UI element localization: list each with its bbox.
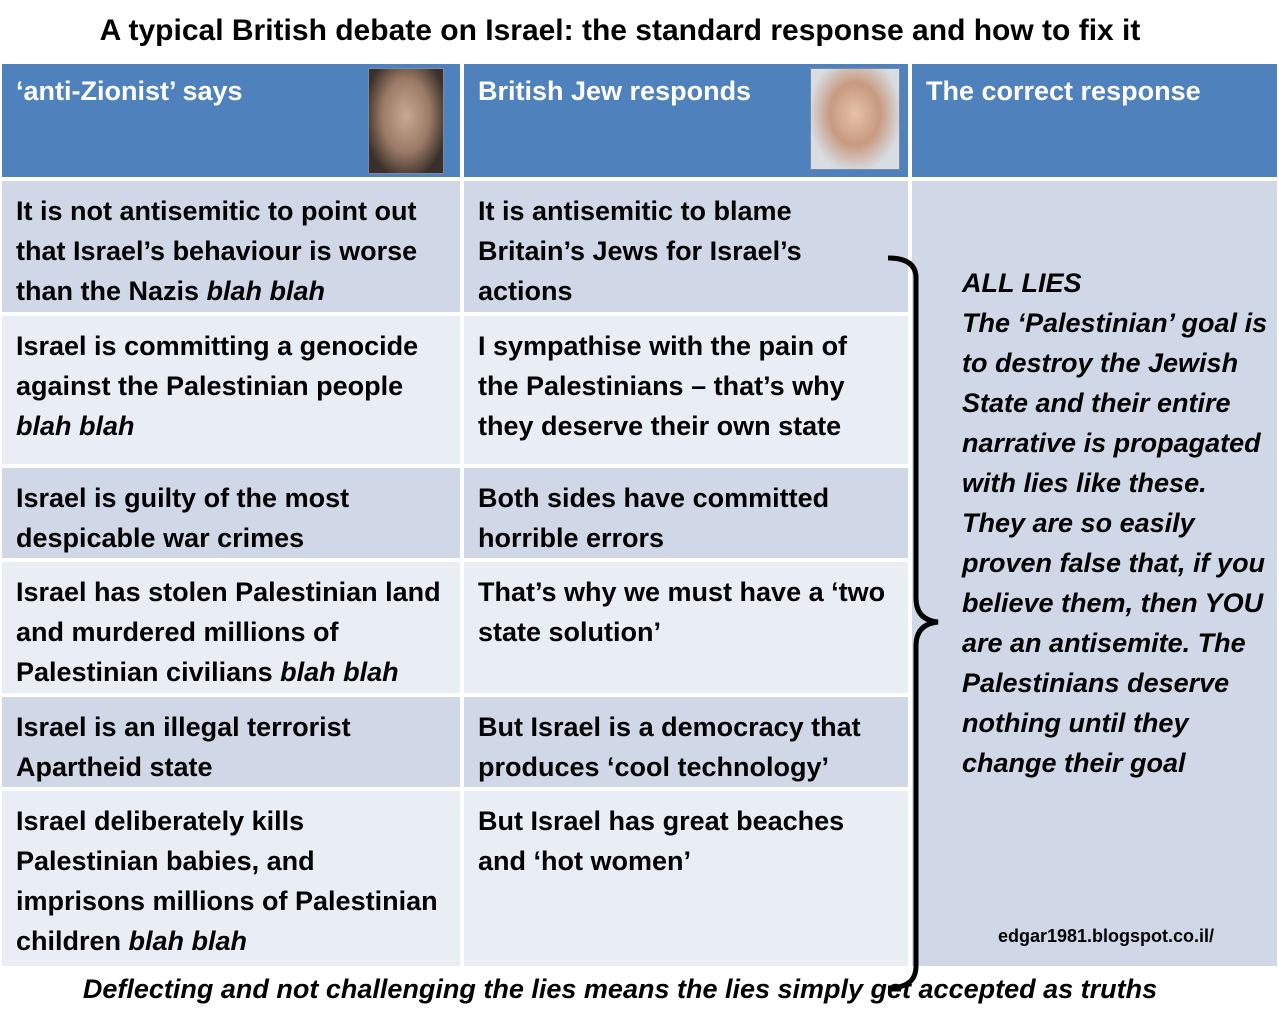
page-title: A typical British debate on Israel: the standard response and how to fix it [99,14,1141,47]
correct-response-text [962,263,1274,783]
row-4-says-emphasis: blah blah [280,657,399,687]
row-2-says-text: Israel is committing a genocide against the Palestinian people [16,331,419,401]
row-6-says-text: Israel deliberately kills Palestinian babies, and imprisons millions of Palestinian children [16,806,438,956]
anti-zionist-photo [368,68,444,174]
header-british-jew-label: British Jew responds [478,76,752,106]
curly-brace-icon [886,254,946,994]
correct-response-body: The ‘Palestinian’ goal is to destroy the Jewish State and their entire narrative is propagated with lies like these. They are so easily proven false that, if you believe them, then YOU are an antisemite. The Palestinians deserve nothing until they change their goal [962,308,1268,778]
row-2-says [2,316,460,464]
row-1-responds: It is antisemitic to blame Britain’s Jews for Israel’s actions [464,181,908,312]
header-correct-response [912,64,1277,177]
source-url: edgar1981.blogspot.co.il/ [998,926,1215,946]
row-2-responds: I sympathise with the pain of the Palestinians – that’s why they deserve their own state [464,316,908,464]
row-4-responds: That’s why we must have a ‘two state solution’ [464,562,908,693]
row-5-says [2,697,460,787]
row-3-says [2,468,460,558]
footer-caption: Deflecting and not challenging the lies means the lies simply get accepted as truths [82,974,1158,1004]
correct-response-panel [912,181,1277,966]
row-3-responds: Both sides have committed horrible errors [464,468,908,558]
row-5-responds: But Israel is a democracy that produces ‘cool technology’ [464,697,908,787]
row-4-says-text: Israel has stolen Palestinian land and murdered millions of Palestinian civilians [16,577,441,687]
header-correct-response-label: The correct response [926,76,1201,106]
row-1-says [2,181,460,312]
row-6-responds: But Israel has great beaches and ‘hot women’ [464,791,908,966]
row-6-says [2,791,460,966]
header-anti-zionist-label: ‘anti-Zionist’ says [16,76,243,106]
row-3-says-text: Israel is guilty of the most despicable war crimes [16,483,350,553]
correct-response-heading: ALL LIES [962,268,1082,298]
row-4-says [2,562,460,693]
british-jew-photo [810,68,900,170]
debate-table [2,64,1277,966]
row-5-says-text: Israel is an illegal terrorist Apartheid state [16,712,351,782]
row-2-says-emphasis: blah blah [16,411,135,441]
header-anti-zionist [2,64,460,177]
header-british-jew [464,64,908,177]
row-1-says-emphasis: blah blah [206,276,326,306]
row-6-says-emphasis: blah blah [128,926,248,956]
row-1-says-text: It is not antisemitic to point out that Israel’s behaviour is worse than the Nazis [16,196,418,306]
